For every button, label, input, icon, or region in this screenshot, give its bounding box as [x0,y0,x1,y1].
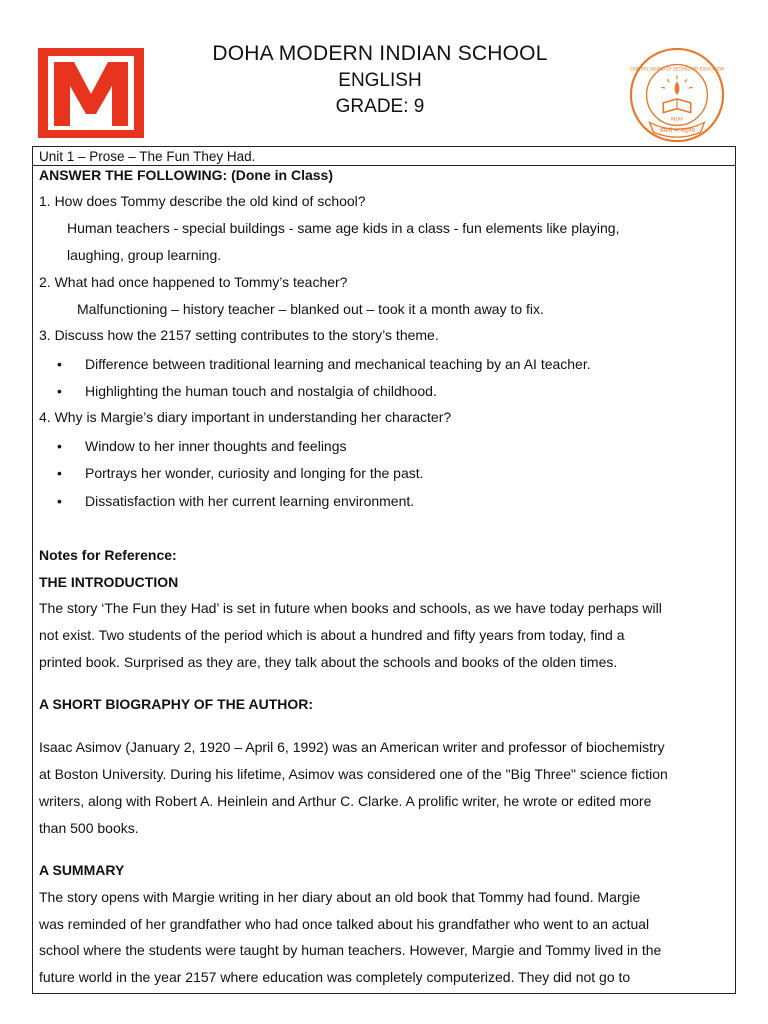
list-item: • Portrays her wonder, curiosity and longing for the past. [57,465,424,481]
summary-line-1: The story opens with Margie writing in her diary about an old book that Tommy had found. Margie [39,889,641,905]
subject-title: ENGLISH [338,70,422,91]
biography-line-4: than 500 books. [39,820,139,836]
bullet-text: Dissatisfaction with her current learning environment. [85,493,415,509]
introduction-heading: THE INTRODUCTION [39,574,179,590]
document-header [200,40,560,120]
section-heading: ANSWER THE FOLLOWING: (Done in Class) [39,167,333,183]
school-name: DOHA MODERN INDIAN SCHOOL [212,42,548,65]
summary-line-2: was reminded of her grandfather who had once talked about his grandfather who went to an actual [39,916,650,932]
cbse-seal-icon [628,46,726,144]
bullet-text: Window to her inner thoughts and feelings [85,438,347,454]
document-body [32,146,736,994]
introduction-line-2: not exist. Two students of the period which is about a hundred and fifty years from today, find a [39,627,625,643]
biography-line-1: Isaac Asimov (January 2, 1920 – April 6, 1992) was an American writer and professor of biochemistry [39,739,665,755]
grade-title: GRADE: 9 [335,96,425,117]
biography-line-3: writers, along with Robert A. Heinlein and Arthur C. Clarke. A prolific writer, he wrote or edited more [39,793,652,809]
list-item: • Dissatisfaction with her current learning environment. [57,493,415,509]
unit-title: Unit 1 – Prose – The Fun They Had. [33,147,735,166]
introduction-line-3: printed book. Surprised as they are, they talk about the schools and books of the olden times. [39,654,618,670]
seal-board-name: CENTRAL BOARD OF SECONDARY EDUCATION [630,66,724,72]
answer-1-line-2: laughing, group learning. [67,247,222,263]
list-item: • Window to her inner thoughts and feelings [57,438,347,454]
list-item: • Highlighting the human touch and nostalgia of childhood. [57,383,437,399]
summary-line-3: school where the students were taught by human teachers. However, Margie and Tommy lived in the [39,942,662,958]
question-2: 2. What had once happened to Tommy’s teacher? [39,274,348,290]
list-item: • Difference between traditional learning and mechanical teaching by an AI teacher. [57,356,591,372]
notes-heading: Notes for Reference: [39,547,177,563]
seal-country: INDIA [670,117,684,123]
question-1: 1. How does Tommy describe the old kind of school? [39,193,366,209]
seal-motto: असतो मा सद्गमय [658,128,696,135]
biography-line-2: at Boston University. During his lifetime, Asimov was considered one of the "Big Three" science fiction [39,766,668,782]
biography-heading: A SHORT BIOGRAPHY OF THE AUTHOR: [39,696,314,712]
introduction-line-1: The story ‘The Fun they Had’ is set in future when books and schools, as we have today perhaps will [39,600,662,616]
question-3: 3. Discuss how the 2157 setting contributes to the story’s theme. [39,327,439,343]
question-4: 4. Why is Margie’s diary important in understanding her character? [39,409,452,425]
bullet-text: Portrays her wonder, curiosity and longing for the past. [85,465,424,481]
summary-heading: A SUMMARY [39,862,125,878]
bullet-text: Highlighting the human touch and nostalgia of childhood. [85,383,437,399]
answer-1-line-1: Human teachers - special buildings - same age kids in a class - fun elements like playing, [67,220,620,236]
bullet-text: Difference between traditional learning and mechanical teaching by an AI teacher. [85,356,591,372]
school-logo [38,48,144,138]
answer-2-line-1: Malfunctioning – history teacher – blanked out – took it a month away to fix. [77,301,544,317]
summary-line-4: future world in the year 2157 where education was completely computerized. They did not go to [39,969,631,985]
